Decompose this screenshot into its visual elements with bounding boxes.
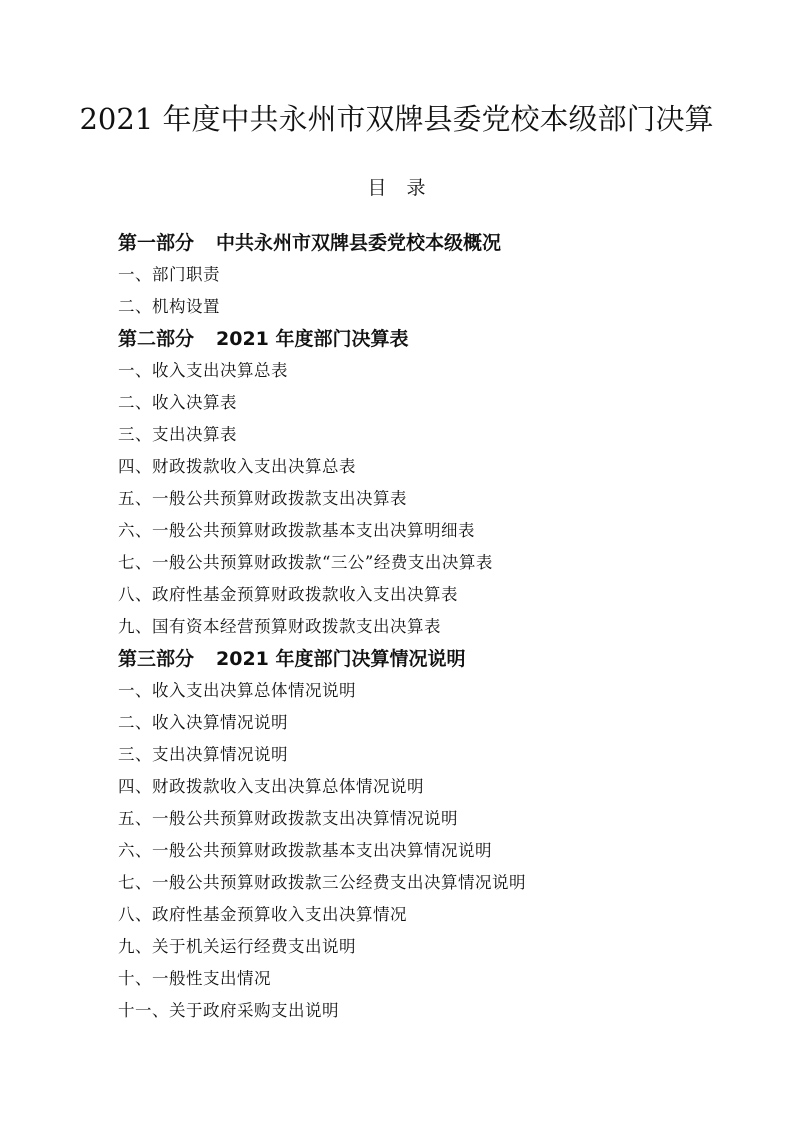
- toc-part-3-heading: [118, 643, 738, 675]
- toc-item: 一、收入支出决算总表: [118, 361, 288, 380]
- toc-item: 五、一般公共预算财政拨款支出决算表: [118, 489, 407, 508]
- toc-item: 九、关于机关运行经费支出说明: [118, 937, 356, 956]
- toc-item: 五、一般公共预算财政拨款支出决算情况说明: [118, 809, 458, 828]
- toc-item: 七、一般公共预算财政拨款三公经费支出决算情况说明: [118, 873, 526, 892]
- toc-item: 八、政府性基金预算收入支出决算情况: [118, 905, 407, 924]
- toc-part-2-label: 第二部分: [118, 328, 195, 350]
- toc-heading: 目 录: [367, 177, 426, 199]
- toc-item: 四、财政拨款收入支出决算总体情况说明: [118, 777, 424, 796]
- toc-item: 二、收入决算情况说明: [118, 713, 288, 732]
- toc-part-3-label: 第三部分: [118, 648, 195, 670]
- toc-part-1-label: 第一部分: [118, 232, 195, 254]
- toc-part-2-title: 2021 年度部门决算表: [216, 328, 409, 350]
- toc-item: 四、财政拨款收入支出决算总表: [118, 457, 356, 476]
- table-of-contents: [118, 227, 738, 1027]
- toc-item: 十一、关于政府采购支出说明: [118, 1001, 339, 1020]
- toc-item: 一、部门职责: [118, 265, 220, 284]
- toc-part-1-heading: [118, 227, 738, 259]
- toc-item: 八、政府性基金预算财政拨款收入支出决算表: [118, 585, 458, 604]
- toc-item: 七、一般公共预算财政拨款“三公”经费支出决算表: [118, 553, 493, 572]
- toc-item: 二、机构设置: [118, 297, 220, 316]
- toc-part-1-title: 中共永州市双牌县委党校本级概况: [216, 232, 502, 254]
- toc-item: 三、支出决算表: [118, 425, 237, 444]
- toc-part-3-title: 2021 年度部门决算情况说明: [216, 648, 466, 670]
- toc-item: 十、一般性支出情况: [118, 969, 271, 988]
- toc-item: 三、支出决算情况说明: [118, 745, 288, 764]
- toc-part-2-heading: [118, 323, 738, 355]
- toc-item: 二、收入决算表: [118, 393, 237, 412]
- toc-item: 六、一般公共预算财政拨款基本支出决算明细表: [118, 521, 475, 540]
- toc-item: 九、国有资本经营预算财政拨款支出决算表: [118, 617, 441, 636]
- toc-item: 六、一般公共预算财政拨款基本支出决算情况说明: [118, 841, 492, 860]
- toc-item: 一、收入支出决算总体情况说明: [118, 681, 356, 700]
- document-title: 2021 年度中共永州市双牌县委党校本级部门决算: [79, 102, 714, 136]
